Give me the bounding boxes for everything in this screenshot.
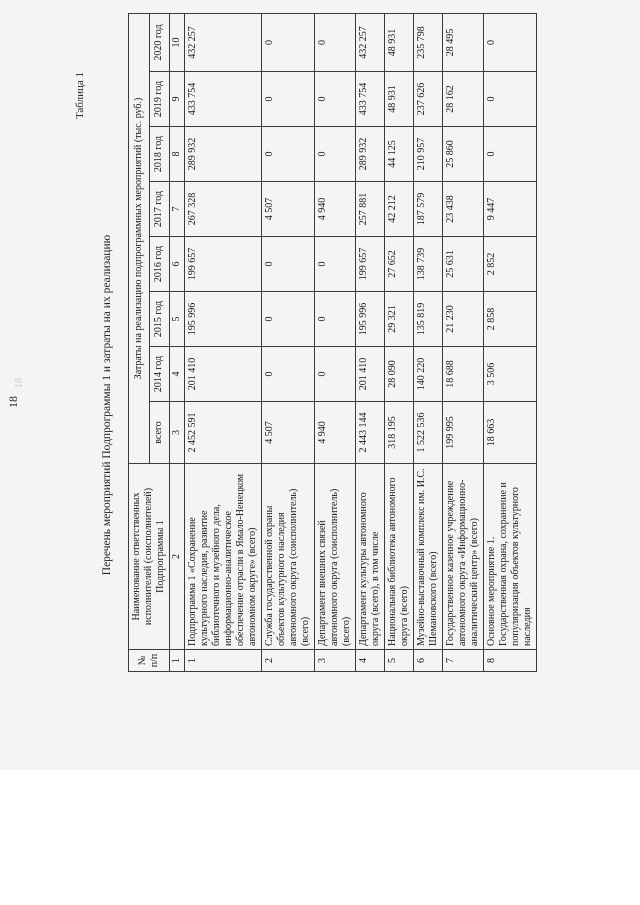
header-year: 2020 год <box>149 13 170 71</box>
year-value: 23 438 <box>443 182 484 237</box>
costs-table <box>128 13 537 672</box>
header-total: всего <box>149 402 170 464</box>
year-value: 0 <box>315 292 356 347</box>
year-value: 289 932 <box>185 127 262 182</box>
year-value: 210 957 <box>414 127 443 182</box>
table-row <box>443 13 484 671</box>
table-row <box>414 13 443 671</box>
column-index: 6 <box>170 237 185 292</box>
year-value: 0 <box>262 347 315 402</box>
year-value: 235 798 <box>414 13 443 71</box>
column-index: 10 <box>170 13 185 71</box>
row-number: 1 <box>185 650 262 672</box>
year-value: 9 447 <box>484 182 537 237</box>
column-index: 4 <box>170 347 185 402</box>
year-value: 289 932 <box>356 127 385 182</box>
row-number: 5 <box>385 650 414 672</box>
total-value: 18 663 <box>484 402 537 464</box>
total-value: 2 452 591 <box>185 402 262 464</box>
year-value: 4 940 <box>315 182 356 237</box>
header-costs: Затраты на реализацию подпрограммных мероприятий (тыс. руб.) <box>129 13 150 463</box>
year-value: 28 090 <box>385 347 414 402</box>
year-value: 0 <box>484 13 537 71</box>
total-value: 4 507 <box>262 402 315 464</box>
row-name: Основное мероприятие 1. Государственная охрана, сохранение и популяризация объектов культурного наследия <box>484 464 537 650</box>
year-value: 195 996 <box>356 292 385 347</box>
header-year: 2017 год <box>149 182 170 237</box>
year-value: 0 <box>315 127 356 182</box>
row-number: 4 <box>356 650 385 672</box>
row-number: 8 <box>484 650 537 672</box>
year-value: 0 <box>262 72 315 127</box>
row-name: Национальная библиотека автономного округа (всего) <box>385 464 414 650</box>
total-value: 318 195 <box>385 402 414 464</box>
year-value: 29 321 <box>385 292 414 347</box>
year-value: 140 220 <box>414 347 443 402</box>
year-value: 0 <box>315 237 356 292</box>
year-value: 48 931 <box>385 13 414 71</box>
row-name: Департамент культуры автономного округа (всего), в том числе <box>356 464 385 650</box>
header-name: Наименование ответственных исполнителей (соисполнителей) Подпрограммы 1 <box>129 464 170 650</box>
year-value: 433 754 <box>185 72 262 127</box>
year-value: 199 657 <box>356 237 385 292</box>
table-row <box>315 13 356 671</box>
header-year: 2019 год <box>149 72 170 127</box>
year-value: 2 858 <box>484 292 537 347</box>
year-value: 25 631 <box>443 237 484 292</box>
year-value: 2 852 <box>484 237 537 292</box>
year-value: 4 507 <box>262 182 315 237</box>
year-value: 135 819 <box>414 292 443 347</box>
year-value: 195 996 <box>185 292 262 347</box>
year-value: 42 212 <box>385 182 414 237</box>
table-row <box>385 13 414 671</box>
total-value: 1 522 536 <box>414 402 443 464</box>
year-value: 0 <box>315 13 356 71</box>
table-label: Таблица 1 <box>74 72 86 120</box>
row-number: 6 <box>414 650 443 672</box>
year-value: 257 881 <box>356 182 385 237</box>
year-value: 28 495 <box>443 13 484 71</box>
table-row <box>185 13 262 671</box>
year-value: 44 125 <box>385 127 414 182</box>
year-value: 0 <box>484 72 537 127</box>
year-value: 28 162 <box>443 72 484 127</box>
row-name: Музейно-выставочный комплекс им. И.С. Шемановского (всего) <box>414 464 443 650</box>
year-value: 48 931 <box>385 72 414 127</box>
year-value: 0 <box>315 72 356 127</box>
total-value: 2 443 144 <box>356 402 385 464</box>
year-value: 187 579 <box>414 182 443 237</box>
year-value: 433 754 <box>356 72 385 127</box>
page-number-faint: 18 <box>14 378 25 388</box>
year-value: 25 860 <box>443 127 484 182</box>
year-value: 0 <box>262 13 315 71</box>
year-value: 27 652 <box>385 237 414 292</box>
year-value: 432 257 <box>356 13 385 71</box>
year-value: 138 739 <box>414 237 443 292</box>
year-value: 267 328 <box>185 182 262 237</box>
document-title: Перечень мероприятий Подпрограммы 1 и затраты на их реализацию <box>101 234 113 576</box>
year-value: 432 257 <box>185 13 262 71</box>
column-index-row <box>170 13 185 671</box>
header-no: № п/п <box>129 650 170 672</box>
year-value: 0 <box>262 237 315 292</box>
column-index: 8 <box>170 127 185 182</box>
year-value: 3 506 <box>484 347 537 402</box>
row-name: Служба государственной охраны объектов культурного наследия автономного округа (соисполнитель) (всего) <box>262 464 315 650</box>
column-index: 2 <box>170 464 185 650</box>
total-value: 199 995 <box>443 402 484 464</box>
table-row <box>356 13 385 671</box>
year-value: 0 <box>262 127 315 182</box>
header-year: 2016 год <box>149 237 170 292</box>
table-row <box>484 13 537 671</box>
column-index: 7 <box>170 182 185 237</box>
row-name: Департамент внешних связей автономного округа (соисполнитель) (всего) <box>315 464 356 650</box>
year-value: 18 688 <box>443 347 484 402</box>
row-number: 3 <box>315 650 356 672</box>
column-index: 1 <box>170 650 185 672</box>
year-value: 0 <box>484 127 537 182</box>
column-index: 5 <box>170 292 185 347</box>
year-value: 0 <box>315 347 356 402</box>
year-value: 201 410 <box>356 347 385 402</box>
table-row <box>262 13 315 671</box>
year-value: 0 <box>262 292 315 347</box>
page-number: 18 <box>6 396 20 408</box>
row-name: Государственное казенное учреждение автономного округа «Информационно-аналитический центр» (всего) <box>443 464 484 650</box>
column-index: 3 <box>170 402 185 464</box>
header-year: 2015 год <box>149 292 170 347</box>
header-year: 2018 год <box>149 127 170 182</box>
row-number: 7 <box>443 650 484 672</box>
year-value: 237 626 <box>414 72 443 127</box>
row-name: Подпрограмма 1 «Сохранение культурного наследия, развитие библиотечного и музейного дела, информационно-аналитическое обеспечение отрасли в Ямало-Ненецком автономном округе» (всего) <box>185 464 262 650</box>
header-row-1 <box>129 13 150 671</box>
row-number: 2 <box>262 650 315 672</box>
year-value: 199 657 <box>185 237 262 292</box>
column-index: 9 <box>170 72 185 127</box>
year-value: 201 410 <box>185 347 262 402</box>
header-year: 2014 год <box>149 347 170 402</box>
year-value: 21 230 <box>443 292 484 347</box>
total-value: 4 940 <box>315 402 356 464</box>
